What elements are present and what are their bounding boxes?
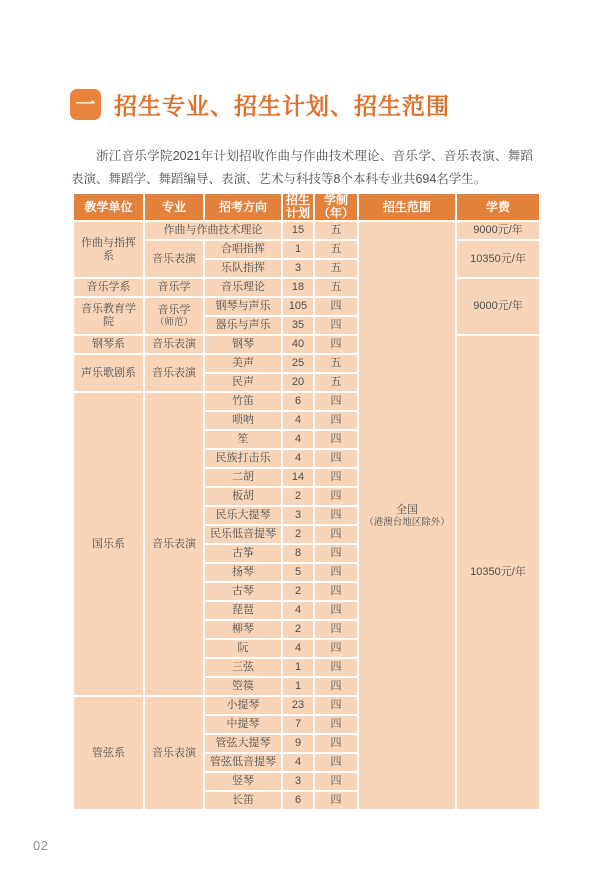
cell-direction: 管弦大提琴	[204, 734, 282, 753]
page-number: 02	[33, 838, 49, 853]
cell-unit: 管弦系	[73, 696, 144, 810]
column-header-direction: 招考方向	[204, 193, 282, 221]
column-header-fee: 学费	[456, 193, 540, 221]
cell-direction: 笙	[204, 430, 282, 449]
cell-major: 作曲与作曲技术理论	[144, 221, 282, 240]
table-row	[73, 278, 540, 297]
cell-years: 四	[314, 734, 358, 753]
cell-plan: 1	[282, 658, 314, 677]
cell-plan: 2	[282, 487, 314, 506]
cell-years: 四	[314, 335, 358, 354]
cell-years: 四	[314, 696, 358, 715]
cell-plan: 25	[282, 354, 314, 373]
cell-unit: 声乐歌剧系	[73, 354, 144, 392]
cell-plan: 6	[282, 791, 314, 810]
cell-plan: 4	[282, 639, 314, 658]
cell-plan: 3	[282, 772, 314, 791]
cell-years: 四	[314, 753, 358, 772]
cell-direction: 器乐与声乐	[204, 316, 282, 335]
cell-direction: 中提琴	[204, 715, 282, 734]
cell-plan: 8	[282, 544, 314, 563]
cell-years: 四	[314, 639, 358, 658]
cell-scope: 全国 （港澳台地区除外）	[358, 221, 456, 810]
cell-major: 音乐学	[144, 278, 204, 297]
cell-plan: 105	[282, 297, 314, 316]
cell-direction: 三弦	[204, 658, 282, 677]
cell-years: 四	[314, 772, 358, 791]
cell-years: 四	[314, 544, 358, 563]
cell-direction: 扬琴	[204, 563, 282, 582]
cell-years: 四	[314, 392, 358, 411]
cell-major: 音乐学 （师范）	[144, 297, 204, 335]
table-row	[73, 221, 540, 240]
cell-plan: 20	[282, 373, 314, 392]
cell-direction: 阮	[204, 639, 282, 658]
cell-fee: 10350元/年	[456, 240, 540, 278]
cell-plan: 15	[282, 221, 314, 240]
cell-plan: 3	[282, 259, 314, 278]
cell-years: 四	[314, 411, 358, 430]
cell-major: 音乐表演	[144, 354, 204, 392]
cell-years: 五	[314, 373, 358, 392]
cell-plan: 1	[282, 677, 314, 696]
column-header-major: 专业	[144, 193, 204, 221]
cell-fee: 9000元/年	[456, 221, 540, 240]
cell-years: 五	[314, 240, 358, 259]
cell-plan: 4	[282, 601, 314, 620]
cell-plan: 23	[282, 696, 314, 715]
cell-direction: 美声	[204, 354, 282, 373]
cell-direction: 板胡	[204, 487, 282, 506]
cell-direction: 管弦低音提琴	[204, 753, 282, 772]
table-body	[73, 221, 540, 810]
cell-years: 四	[314, 677, 358, 696]
cell-plan: 4	[282, 430, 314, 449]
cell-direction: 乐队指挥	[204, 259, 282, 278]
column-header-unit: 教学单位	[73, 193, 144, 221]
cell-direction: 柳琴	[204, 620, 282, 639]
cell-direction: 小提琴	[204, 696, 282, 715]
section-number-badge	[70, 89, 101, 120]
cell-direction: 古琴	[204, 582, 282, 601]
cell-plan: 35	[282, 316, 314, 335]
cell-plan: 2	[282, 620, 314, 639]
cell-fee: 9000元/年	[456, 278, 540, 335]
table-row	[73, 335, 540, 354]
cell-plan: 40	[282, 335, 314, 354]
cell-years: 四	[314, 487, 358, 506]
cell-years: 五	[314, 354, 358, 373]
cell-plan: 2	[282, 525, 314, 544]
cell-direction: 古筝	[204, 544, 282, 563]
cell-plan: 5	[282, 563, 314, 582]
cell-plan: 2	[282, 582, 314, 601]
section-header	[70, 88, 450, 121]
page-title: 招生专业、招生计划、招生范围	[114, 94, 450, 119]
cell-direction: 民乐大提琴	[204, 506, 282, 525]
section-number: 一	[75, 93, 96, 116]
cell-direction: 钢琴与声乐	[204, 297, 282, 316]
cell-direction: 民族打击乐	[204, 449, 282, 468]
cell-plan: 4	[282, 449, 314, 468]
cell-years: 四	[314, 620, 358, 639]
column-header-plan: 招生计划	[282, 193, 314, 221]
cell-plan: 4	[282, 411, 314, 430]
cell-unit: 音乐学系	[73, 278, 144, 297]
cell-direction: 唢呐	[204, 411, 282, 430]
cell-plan: 3	[282, 506, 314, 525]
cell-plan: 4	[282, 753, 314, 772]
cell-unit: 音乐教育学院	[73, 297, 144, 335]
intro-paragraph: 浙江音乐学院2021年计划招收作曲与作曲技术理论、音乐学、音乐表演、舞蹈表演、舞蹈学、舞蹈编导、表演、艺术与科技等8个本科专业共694名学生。	[71, 148, 533, 186]
cell-years: 四	[314, 316, 358, 335]
cell-major: 音乐表演	[144, 240, 204, 278]
cell-years: 四	[314, 601, 358, 620]
cell-direction: 竖琴	[204, 772, 282, 791]
cell-major: 音乐表演	[144, 696, 204, 810]
cell-major: 音乐表演	[144, 392, 204, 696]
cell-direction: 合唱指挥	[204, 240, 282, 259]
cell-plan: 6	[282, 392, 314, 411]
cell-years: 四	[314, 582, 358, 601]
cell-years: 四	[314, 297, 358, 316]
cell-plan: 9	[282, 734, 314, 753]
cell-years: 四	[314, 791, 358, 810]
cell-major: 音乐表演	[144, 335, 204, 354]
table-row	[73, 240, 540, 259]
cell-years: 四	[314, 525, 358, 544]
cell-fee: 10350元/年	[456, 335, 540, 810]
column-header-scope: 招生范围	[358, 193, 456, 221]
cell-direction: 竹笛	[204, 392, 282, 411]
column-header-years: 学制（年）	[314, 193, 358, 221]
cell-direction: 钢琴	[204, 335, 282, 354]
cell-direction: 箜篌	[204, 677, 282, 696]
table-head	[73, 193, 540, 221]
cell-years: 四	[314, 430, 358, 449]
cell-unit: 作曲与指挥系	[73, 221, 144, 278]
cell-plan: 14	[282, 468, 314, 487]
cell-direction: 民乐低音提琴	[204, 525, 282, 544]
cell-plan: 18	[282, 278, 314, 297]
cell-direction: 民声	[204, 373, 282, 392]
cell-years: 四	[314, 715, 358, 734]
cell-plan: 1	[282, 240, 314, 259]
cell-direction: 二胡	[204, 468, 282, 487]
cell-unit: 国乐系	[73, 392, 144, 696]
header-row	[73, 193, 540, 221]
cell-direction: 音乐理论	[204, 278, 282, 297]
cell-years: 五	[314, 259, 358, 278]
cell-years: 四	[314, 468, 358, 487]
admissions-table	[72, 192, 541, 811]
cell-years: 四	[314, 506, 358, 525]
cell-years: 五	[314, 221, 358, 240]
cell-unit: 钢琴系	[73, 335, 144, 354]
cell-years: 五	[314, 278, 358, 297]
cell-direction: 琵琶	[204, 601, 282, 620]
cell-plan: 7	[282, 715, 314, 734]
cell-direction: 长笛	[204, 791, 282, 810]
cell-years: 四	[314, 658, 358, 677]
cell-years: 四	[314, 449, 358, 468]
cell-years: 四	[314, 563, 358, 582]
admissions-table-container	[72, 192, 541, 811]
